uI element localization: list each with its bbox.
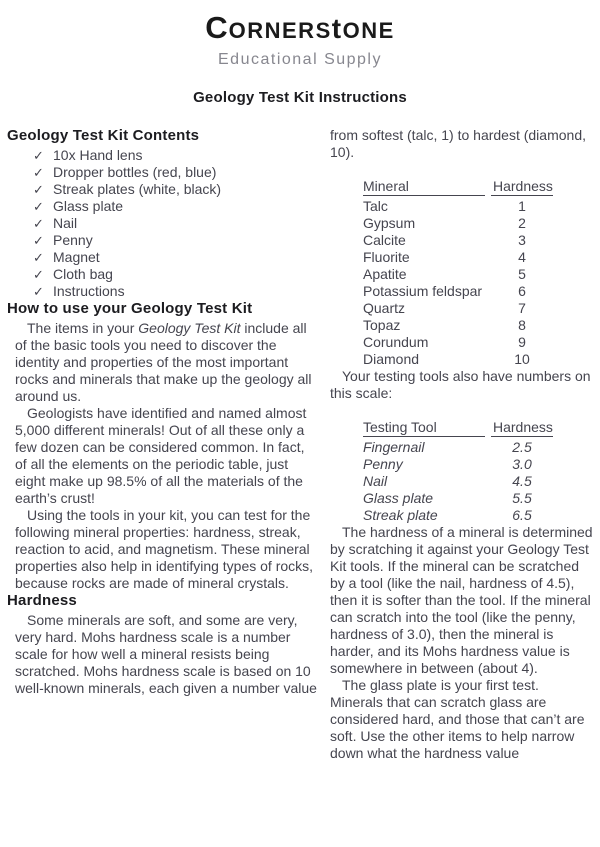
left-column [5,127,320,762]
table-cell: Streak plate [363,507,438,523]
checklist-item [33,181,320,198]
check-icon: ✓ [33,233,44,248]
check-icon: ✓ [33,250,44,265]
checklist-item-label: Magnet [53,249,100,265]
testing-tool-table [363,419,553,524]
table-row [363,507,553,524]
check-icon: ✓ [33,182,44,197]
checklist-item [33,164,320,181]
logo-letter-t: t [331,13,343,44]
how-to-p1-before: The items in your [27,320,139,336]
check-icon: ✓ [33,148,44,163]
table-cell: 6 [518,283,526,299]
checklist-item [33,266,320,283]
hardness-heading: Hardness [7,592,77,609]
checklist-item-label: Cloth bag [53,266,113,282]
table-row [363,456,553,473]
table-cell: Talc [363,198,388,214]
table-cell: 9 [518,334,526,350]
table-cell: 2 [518,215,526,231]
table-row [363,266,553,283]
table-cell: Glass plate [363,490,434,506]
page-title: Geology Test Kit Instructions [193,89,407,106]
hardness-paragraph-continuation: from softest (talc, 1) to hardest (diamond, 10). [330,127,586,160]
how-to-p1-after: include all of the basic tools you need to discover the identity and properties of the most important rocks and minerals that make up the geology all around us. [15,320,312,404]
check-icon: ✓ [33,199,44,214]
checklist-item [33,232,320,249]
checklist-item [33,198,320,215]
hardness-paragraph-1: Some minerals are soft, and some are very, very hard. Mohs hardness scale is a number scale for how well a mineral resists being scratched. Mohs hardness scale is based on 10 well-known minerals, each given a number value [15,612,317,696]
table-row [363,334,553,351]
table-header-cell: Testing Tool [363,419,485,437]
check-icon: ✓ [33,165,44,180]
checklist-item-label: Instructions [53,283,125,299]
table-row [363,198,553,215]
logo-letters-one: ONE [342,18,395,43]
table-row [363,351,553,368]
table-cell: Quartz [363,300,406,316]
table-cell: Penny [363,456,403,472]
table-header-row [363,419,553,437]
checklist-item-label: Streak plates (white, black) [53,181,222,197]
how-to-paragraph-1 [15,320,320,405]
checklist-item [33,283,320,300]
table-row [363,317,553,334]
two-column-layout [5,127,595,762]
table-cell: Calcite [363,232,406,248]
right-column [330,127,595,762]
table-cell: 2.5 [512,439,532,455]
masthead [5,10,595,106]
checklist-item-label: Dropper bottles (red, blue) [53,164,217,180]
table-row [363,249,553,266]
table-cell: Topaz [363,317,401,333]
table-cell: 6.5 [512,507,532,523]
table-row [363,473,553,490]
table-cell: Apatite [363,266,407,282]
checklist-item [33,249,320,266]
table-cell: Fluorite [363,249,410,265]
table-cell: 3 [518,232,526,248]
logo-letters-orners: ORNERS [228,18,332,43]
table-cell: Potassium feldspar [363,283,483,299]
table-header-cell: Hardness [493,178,553,194]
table-cell: 5.5 [512,490,532,506]
checklist-item-label: Nail [53,215,78,231]
checklist-item [33,215,320,232]
contents-heading: Geology Test Kit Contents [7,127,200,144]
table-cell: 4 [518,249,526,265]
table-header-row [363,178,553,196]
checklist-item-label: 10x Hand lens [53,147,143,163]
contents-checklist [33,147,320,300]
mineral-hardness-table [363,178,553,368]
table-cell: 1 [518,198,526,214]
glass-plate-paragraph: The glass plate is your first test. Minerals that can scratch glass are considered hard, and those that can’t are soft. Use the other items to help narrow down what the hardness value [330,677,585,761]
table-row [363,215,553,232]
table-cell: 4.5 [512,473,532,489]
check-icon: ✓ [33,267,44,282]
checklist-item-label: Glass plate [53,198,124,214]
table-header-cell: Hardness [493,419,553,435]
how-to-heading: How to use your Geology Test Kit [7,300,253,317]
check-icon: ✓ [33,216,44,231]
table-row [363,439,553,456]
logo-letter-c: C [205,10,229,45]
table-cell: 8 [518,317,526,333]
tools-intro-paragraph: Your testing tools also have numbers on this scale: [330,368,591,401]
table-cell: 10 [514,351,530,367]
kit-name-italic: Geology Test Kit [138,320,241,336]
table-row [363,300,553,317]
check-icon: ✓ [33,284,44,299]
table-header-cell: Mineral [363,178,485,196]
how-to-paragraph-2: Geologists have identified and named almost 5,000 different minerals! Out of all these only a few dozen can be considered common. In fact, of all the elements on the periodic table, just eight make up 98.5% of all the materials of the earth’s crust! [15,405,307,506]
table-row [363,232,553,249]
checklist-item [33,147,320,164]
cornerstone-logo [5,10,595,48]
table-cell: Corundum [363,334,429,350]
table-cell: Nail [363,473,388,489]
table-cell: Gypsum [363,215,416,231]
table-cell: Diamond [363,351,420,367]
table-cell: 7 [518,300,526,316]
table-cell: 5 [518,266,526,282]
table-cell: Fingernail [363,439,425,455]
how-to-paragraph-3: Using the tools in your kit, you can test for the following mineral properties: hardness, streak, reaction to acid, and magnetism. These mineral properties also help in identifying types of rocks, because rocks are made of mineral crystals. [15,507,314,591]
logo-tagline: Educational Supply [218,51,382,68]
table-row [363,490,553,507]
table-cell: 3.0 [512,456,532,472]
table-row [363,283,553,300]
hardness-test-paragraph: The hardness of a mineral is determined by scratching it against your Geology Test Kit tools. If the mineral can be scratched by a tool (like the nail, hardness of 4.5), then it is softer than the tool. If the mineral can scratch into the tool (like the penny, hardness of 3.0), then the mineral is harder, and its Mohs hardness value is somewhere in between (about 4). [330,524,593,676]
checklist-item-label: Penny [53,232,93,248]
